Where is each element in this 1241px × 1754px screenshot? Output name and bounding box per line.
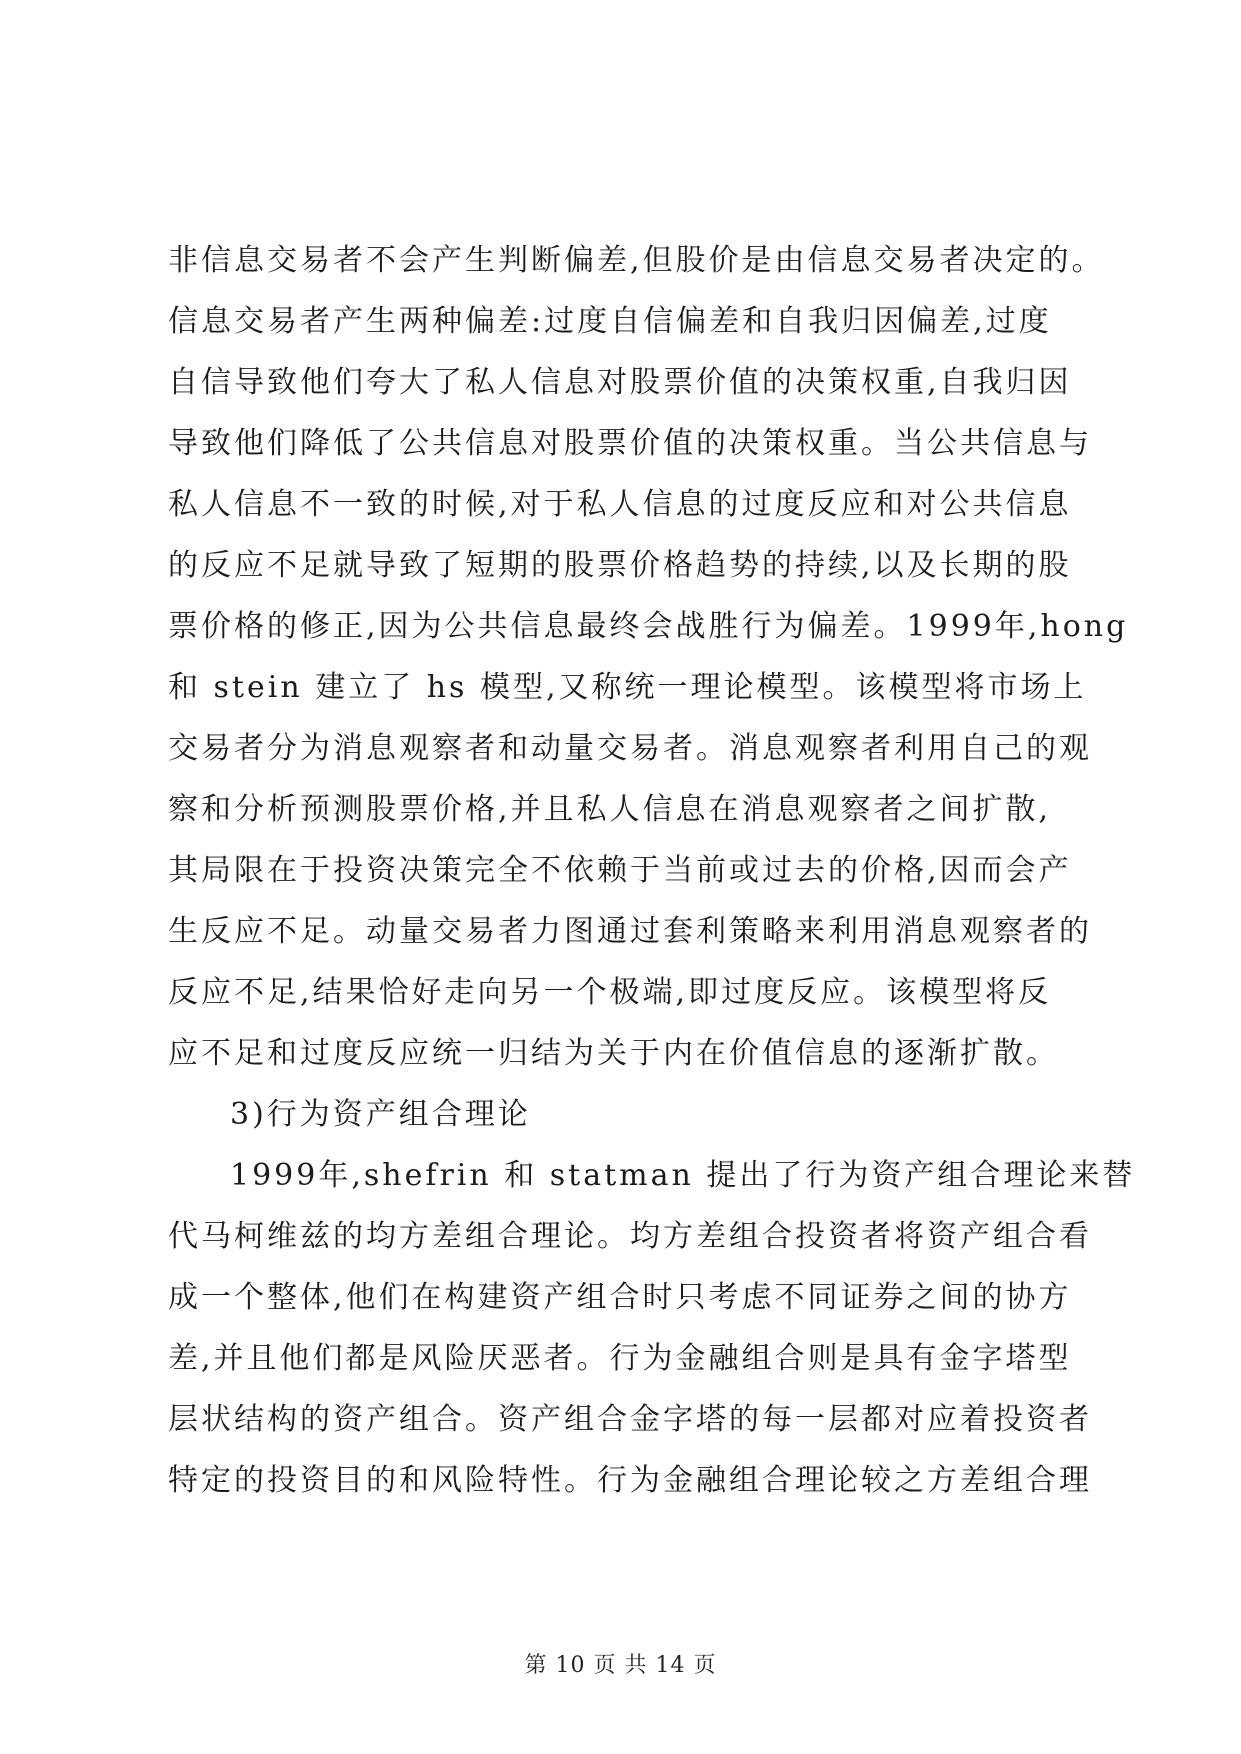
text-line: 交易者分为消息观察者和动量交易者。消息观察者利用自己的观	[168, 731, 1092, 766]
text-line: 导致他们降低了公共信息对股票价值的决策权重。当公共信息与	[168, 426, 1092, 461]
text-line: 层状结构的资产组合。资产组合金字塔的每一层都对应着投资者	[168, 1402, 1092, 1437]
text-line: 特定的投资目的和风险特性。行为金融组合理论较之方差组合理	[168, 1463, 1092, 1498]
text-line: 代马柯维兹的均方差组合理论。均方差组合投资者将资产组合看	[168, 1219, 1092, 1254]
text-line: 非信息交易者不会产生判断偏差,但股价是由信息交易者决定的。	[168, 243, 1105, 278]
text-line: 应不足和过度反应统一归结为关于内在价值信息的逐渐扩散。	[168, 1036, 1059, 1071]
page-number-footer: 第 10 页 共 14 页	[524, 1653, 717, 1678]
text-line: 反应不足,结果恰好走向另一个极端,即过度反应。该模型将反	[168, 975, 1052, 1010]
text-line: 其局限在于投资决策完全不依赖于当前或过去的价格,因而会产	[168, 853, 1072, 888]
text-line: 票价格的修正,因为公共信息最终会战胜行为偏差。1999年,hong	[168, 609, 1129, 644]
text-line: 成一个整体,他们在构建资产组合时只考虑不同证券之间的协方	[168, 1280, 1072, 1315]
text-line: 和 stein 建立了 hs 模型,又称统一理论模型。该模型将市场上	[168, 670, 1087, 705]
section-heading: 3)行为资产组合理论	[230, 1097, 531, 1132]
text-line: 自信导致他们夸大了私人信息对股票价值的决策权重,自我归因	[168, 365, 1072, 400]
text-line: 1999年,shefrin 和 statman 提出了行为资产组合理论来替	[230, 1158, 1136, 1193]
text-line: 察和分析预测股票价格,并且私人信息在消息观察者之间扩散,	[168, 792, 1052, 827]
text-line: 私人信息不一致的时候,对于私人信息的过度反应和对公共信息	[168, 487, 1072, 522]
body-text	[168, 230, 1136, 1511]
text-line: 生反应不足。动量交易者力图通过套利策略来利用消息观察者的	[168, 914, 1092, 949]
text-line: 的反应不足就导致了短期的股票价格趋势的持续,以及长期的股	[168, 548, 1072, 583]
text-line: 差,并且他们都是风险厌恶者。行为金融组合则是具有金字塔型	[168, 1341, 1072, 1376]
text-line: 信息交易者产生两种偏差:过度自信偏差和自我归因偏差,过度	[168, 304, 1052, 339]
